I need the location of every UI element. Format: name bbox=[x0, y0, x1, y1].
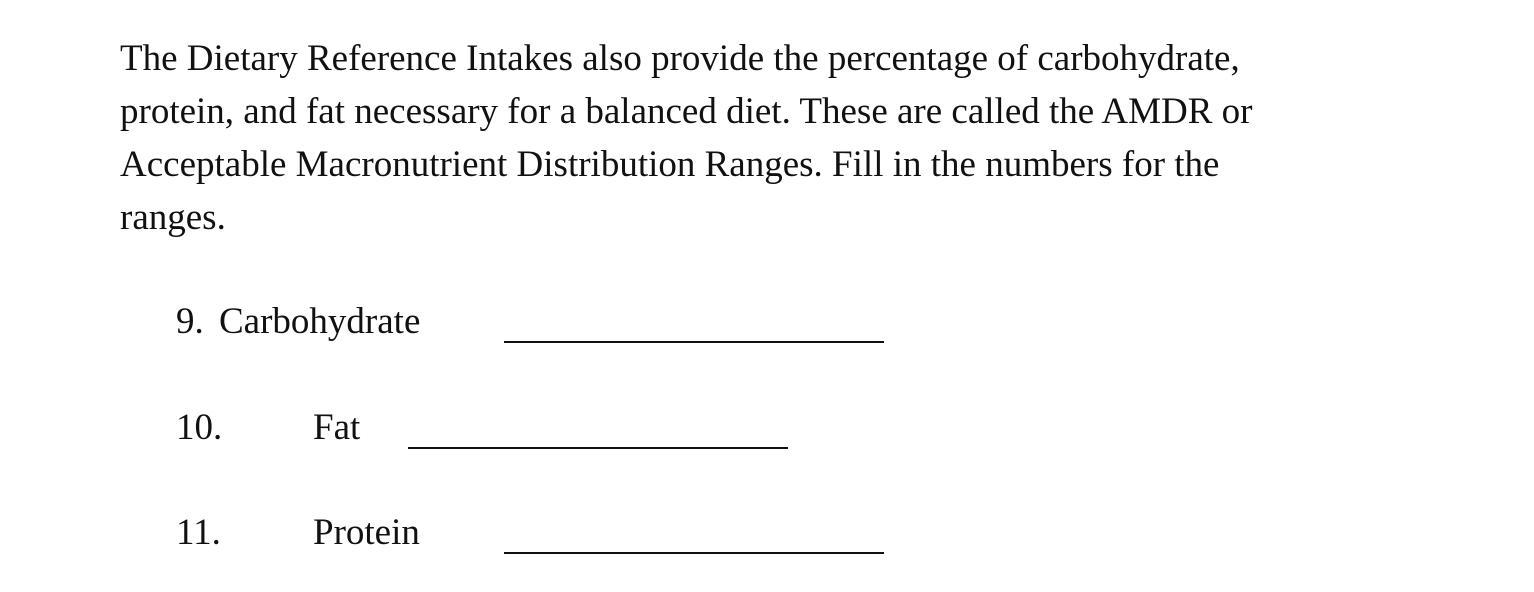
question-fat bbox=[176, 406, 796, 456]
question-protein bbox=[176, 511, 896, 561]
question-number: 11. bbox=[176, 512, 221, 553]
answer-blank-fat[interactable] bbox=[408, 447, 788, 449]
question-label: Protein bbox=[313, 512, 420, 553]
question-carbohydrate bbox=[176, 300, 896, 350]
answer-blank-protein[interactable] bbox=[504, 552, 884, 554]
instructions-line: The Dietary Reference Intakes also provide the percentage of carbohydrate, bbox=[120, 38, 1240, 79]
answer-blank-carbohydrate[interactable] bbox=[504, 341, 884, 343]
question-label: Carbohydrate bbox=[219, 301, 421, 342]
instructions-line: ranges. bbox=[120, 197, 226, 238]
question-label: Fat bbox=[313, 407, 361, 448]
instructions-line: Acceptable Macronutrient Distribution Ranges. Fill in the numbers for the bbox=[120, 144, 1220, 185]
instructions-line: protein, and fat necessary for a balanced diet. These are called the AMDR or bbox=[120, 91, 1253, 132]
question-number: 9. bbox=[176, 301, 204, 342]
instructions-paragraph bbox=[120, 32, 1380, 244]
question-number: 10. bbox=[176, 407, 223, 448]
